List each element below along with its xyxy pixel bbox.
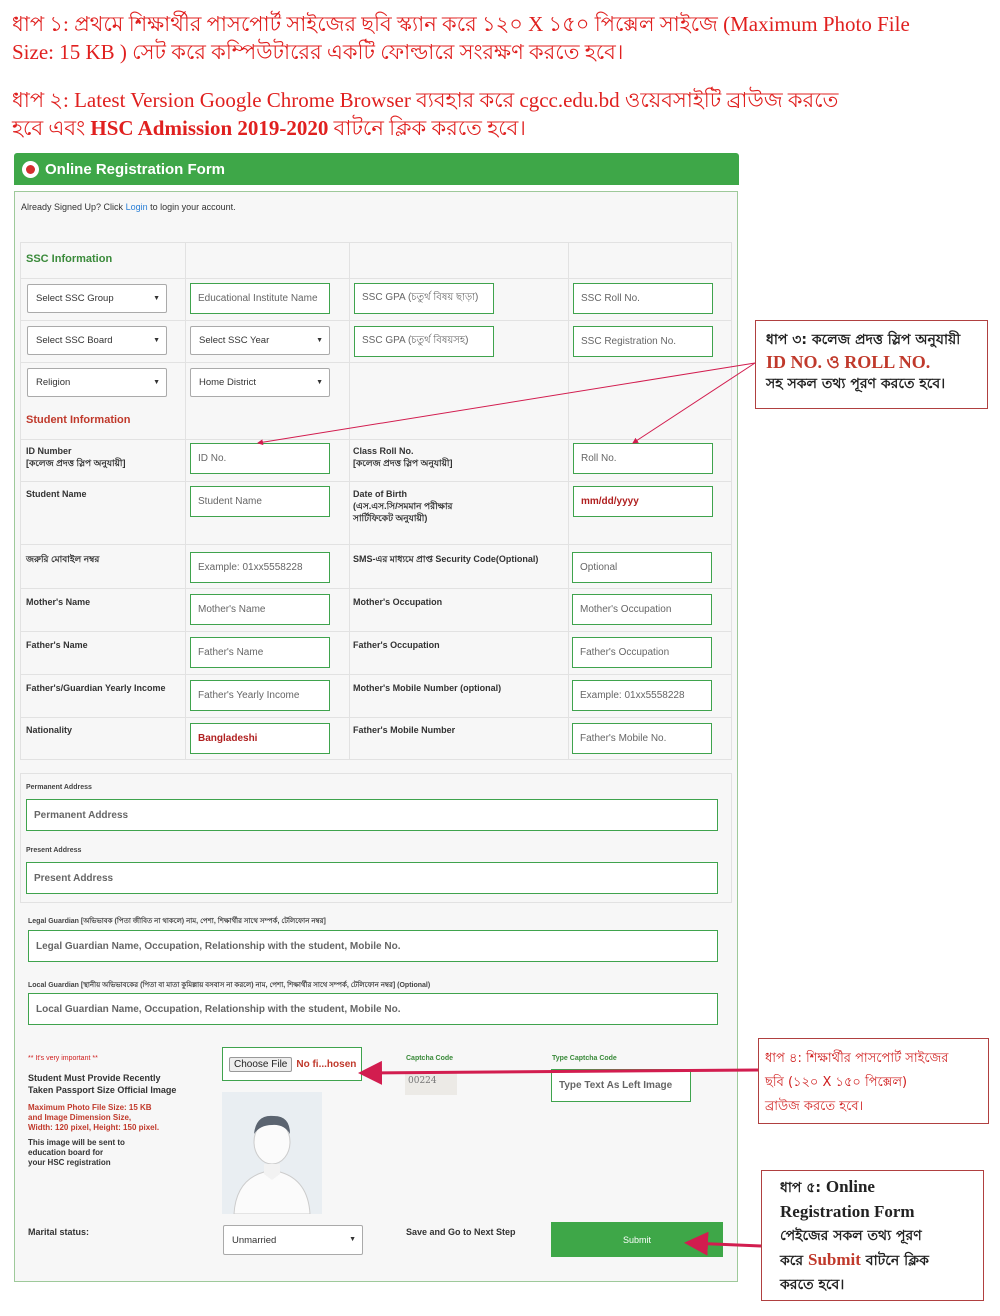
sms-code-placeholder: Optional: [580, 562, 618, 573]
callout-step4-line1: ধাপ ৪: শিক্ষার্থীর পাসপোর্ট সাইজের: [765, 1051, 949, 1066]
present-address-placeholder: Present Address: [34, 872, 114, 884]
photo-size-line1: Maximum Photo File Size: 15 KB: [28, 1103, 152, 1112]
student-info-header: Student Information: [26, 414, 131, 426]
arrow-step4: [364, 1070, 758, 1073]
class-roll-sub: [কলেজ প্রদত্ত স্লিপ অনুযায়ী]: [353, 458, 453, 468]
nationality-value: Bangladeshi: [198, 733, 258, 744]
ssc-roll-placeholder: SSC Roll No.: [581, 293, 640, 304]
photo-sent-line3: your HSC registration: [28, 1158, 111, 1167]
instruction-step1-line1: ধাপ ১: প্রথমে শিক্ষার্থীর পাসপোর্ট সাইজের ছবি স্ক্যান করে ১২০ X ১৫০ পিক্সেল সাইজে (Maximum Photo File: [12, 12, 910, 36]
type-captcha-label: Type Captcha Code: [552, 1055, 617, 1062]
caret-down-icon: ▼: [153, 379, 160, 386]
instruction-step2-bold: HSC Admission 2019-2020: [90, 116, 329, 140]
student-name-label: Student Name: [26, 489, 87, 499]
caret-down-icon: ▼: [316, 337, 323, 344]
photo-sent-line2: education board for: [28, 1148, 104, 1157]
father-name-placeholder: Father's Name: [198, 647, 264, 658]
institute-placeholder: Educational Institute Name: [198, 293, 318, 304]
father-occupation-label: Father's Occupation: [353, 640, 440, 650]
callout-step5-line3: পেইজের সকল তথ্য পূরণ: [780, 1228, 922, 1244]
gpa-without-placeholder: SSC GPA (চতুর্থ বিষয় ছাড়া): [362, 292, 479, 303]
instruction-step2-pre: হবে এবং: [12, 116, 91, 140]
ssc-year-value: Select SSC Year: [199, 335, 270, 346]
id-number-sub: [কলেজ প্রদত্ত স্লিপ অনুযায়ী]: [26, 458, 126, 468]
legal-guardian-placeholder: Legal Guardian Name, Occupation, Relationship with the student, Mobile No.: [36, 940, 401, 952]
marital-status-value: Unmarried: [232, 1234, 277, 1246]
callout-step5-online: Online: [825, 1177, 875, 1196]
local-guardian-label: Local Guardian [স্থানীয় অভিভাবকের (পিতা বা মাতা কুমিল্লায় বসবাস না করলে) নাম, পেশা, শিক্ষার্থীর সাথে সম্পর্ক, টেলিফোন নম্বর] (Optional): [28, 982, 431, 989]
mobile-label: জরুরি মোবাইল নম্বর: [26, 554, 100, 564]
marital-status-label: Marital status:: [28, 1227, 90, 1237]
choose-file-button[interactable]: Choose File: [229, 1057, 292, 1072]
callout-step3-line3: সহ সকল তথ্য পূরণ করতে হবে।: [766, 376, 946, 392]
signed-up-post: to login your account.: [147, 202, 236, 212]
caret-down-icon: ▼: [153, 337, 160, 344]
callout-step5-submit: Submit: [808, 1250, 861, 1269]
photo-note-line1: Student Must Provide Recently: [28, 1073, 161, 1083]
mother-occupation-label: Mother's Occupation: [353, 597, 443, 607]
gpa-with-placeholder: SSC GPA (চতুর্থ বিষয়সহ): [362, 335, 469, 346]
instruction-step2-post: বাটনে ক্লিক করতে হবে।: [328, 116, 526, 140]
callout-step5-line4-post: বাটনে ক্লিক: [860, 1253, 929, 1269]
callout-step3-line2: ID NO. ও ROLL NO.: [766, 352, 931, 372]
callout-step4-line2: ছবি (১২০ X ১৫০ পিক্সেল): [765, 1075, 908, 1090]
student-name-placeholder: Student Name: [198, 496, 262, 507]
ssc-registration-placeholder: SSC Registration No.: [581, 336, 677, 347]
callout-step3-line1: ধাপ ৩: কলেজ প্রদত্ত স্লিপ অনুযায়ী: [766, 332, 961, 348]
ssc-info-header: SSC Information: [26, 253, 113, 265]
callout-step5-pre: ধাপ ৫:: [780, 1180, 826, 1196]
arrow-step3-id: [258, 363, 755, 443]
signed-up-pre: Already Signed Up? Click: [21, 202, 126, 212]
callout-step5-line2: Registration Form: [780, 1202, 915, 1221]
form-title: Online Registration Form: [45, 160, 226, 178]
local-guardian-placeholder: Local Guardian Name, Occupation, Relationship with the student, Mobile No.: [36, 1003, 401, 1015]
photo-note-line2: Taken Passport Size Official Image: [28, 1085, 177, 1095]
save-next-label: Save and Go to Next Step: [406, 1227, 516, 1237]
mother-occupation-placeholder: Mother's Occupation: [580, 604, 672, 615]
dob-placeholder: mm/dd/yyyy: [581, 496, 639, 507]
callout-step5-line4-pre: করে: [780, 1253, 808, 1269]
caret-down-icon: ▼: [349, 1236, 356, 1243]
photo-size-line2: and Image Dimension Size,: [28, 1113, 132, 1122]
ssc-group-value: Select SSC Group: [36, 293, 114, 304]
dob-sub1: (এস.এস.সি/সমমান পরীক্ষার: [353, 501, 453, 511]
arrow-step5: [690, 1243, 761, 1246]
father-mobile-placeholder: Father's Mobile No.: [580, 733, 667, 744]
sms-code-label: SMS-এর মাধ্যমে প্রাপ্ত Security Code(Optional): [353, 554, 539, 564]
submit-button[interactable]: Submit: [551, 1222, 723, 1257]
father-occupation-placeholder: Father's Occupation: [580, 647, 670, 658]
instruction-step2-line1: ধাপ ২: Latest Version Google Chrome Browser ব্যবহার করে cgcc.edu.bd ওয়েবসাইটি ব্রাউজ করতে: [12, 88, 839, 112]
dob-label-text: Date of Birth: [353, 489, 407, 499]
important-note: ** It's very important **: [28, 1055, 98, 1062]
mother-name-placeholder: Mother's Name: [198, 604, 266, 615]
class-roll-label-text: Class Roll No.: [353, 446, 414, 456]
religion-value: Religion: [36, 377, 71, 388]
photo-size-line3: Width: 120 pixel, Height: 150 pixel.: [28, 1123, 160, 1132]
permanent-address-placeholder: Permanent Address: [34, 809, 129, 821]
captcha-label: Captcha Code: [406, 1055, 454, 1062]
photo-sent-line1: This image will be sent to: [28, 1138, 125, 1147]
captcha-placeholder: Type Text As Left Image: [559, 1080, 673, 1091]
login-link[interactable]: Login: [125, 202, 148, 212]
income-label: Father's/Guardian Yearly Income: [26, 683, 166, 693]
ssc-board-value: Select SSC Board: [36, 335, 113, 346]
callout-step4-line3: ব্রাউজ করতে হবে।: [765, 1099, 864, 1114]
father-name-label: Father's Name: [26, 640, 88, 650]
mother-mobile-label: Mother's Mobile Number (optional): [353, 683, 502, 693]
arrow-step3-roll: [633, 363, 755, 443]
mother-name-label: Mother's Name: [26, 597, 91, 607]
permanent-address-label: Permanent Address: [26, 784, 92, 791]
caret-down-icon: ▼: [316, 379, 323, 386]
instruction-step1-line2: Size: 15 KB ) সেট করে কম্পিউটারের একটি ফোল্ডারে সংরক্ষণ করতে হবে।: [12, 40, 624, 64]
father-mobile-label: Father's Mobile Number: [353, 725, 456, 735]
income-placeholder: Father's Yearly Income: [198, 690, 300, 701]
caret-down-icon: ▼: [153, 295, 160, 302]
nationality-label: Nationality: [26, 725, 73, 735]
class-roll-placeholder: Roll No.: [581, 453, 617, 464]
mother-mobile-placeholder: Example: 01xx5558228: [580, 690, 685, 701]
mobile-placeholder: Example: 01xx5558228: [198, 562, 303, 573]
present-address-label: Present Address: [26, 847, 82, 854]
captcha-image: 00224: [405, 1073, 457, 1095]
home-district-value: Home District: [199, 377, 257, 388]
file-name-text: No fi...hosen: [296, 1058, 357, 1070]
legal-guardian-label: Legal Guardian [অভিভাবক (পিতা জীবিত না থাকলে) নাম, পেশা, শিক্ষার্থীর সাথে সম্পর্ক, টেলিফোন নম্বর]: [28, 918, 326, 925]
id-number-placeholder: ID No.: [198, 453, 227, 464]
dob-sub2: সার্টিফিকেট অনুযায়ী): [353, 513, 428, 523]
id-number-label-text: ID Number: [26, 446, 72, 456]
callout-step5-line5: করতে হবে।: [780, 1277, 845, 1293]
